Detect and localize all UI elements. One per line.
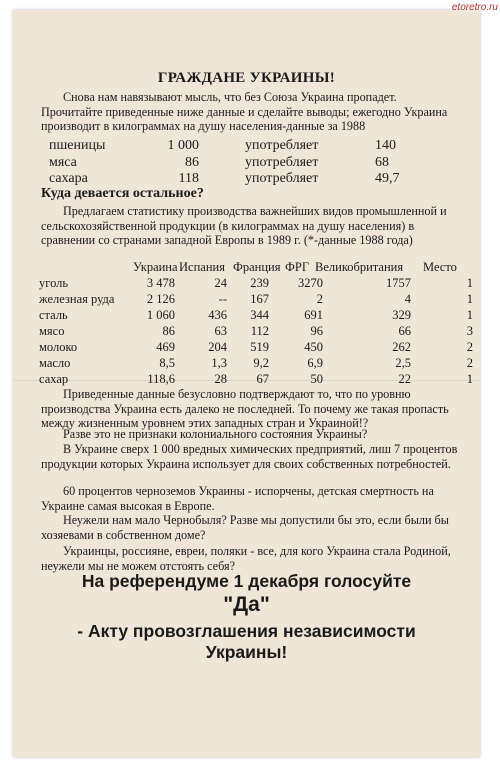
table-cell: 450 bbox=[304, 340, 323, 354]
table-cell: 2 bbox=[466, 356, 473, 370]
table-cell: 4 bbox=[404, 292, 411, 306]
consumption-consumed: 140 bbox=[375, 138, 396, 153]
table-cell: 329 bbox=[392, 308, 411, 322]
table-row bbox=[39, 291, 473, 307]
row-label: сахар bbox=[39, 372, 69, 386]
table-cell: -- bbox=[218, 292, 227, 306]
watermark-logo: etoretro.ru bbox=[451, 2, 498, 13]
appeal-paragraph: Украинцы, россияне, евреи, поляки - все, для кого Украина стала Родиной, неужели мы не можем отстоять себя? bbox=[41, 544, 451, 573]
table-cell: 118,6 bbox=[147, 372, 175, 386]
table-cell: 1 060 bbox=[146, 308, 175, 322]
consumption-item: пшеницы bbox=[49, 138, 106, 153]
table-cell: 66 bbox=[398, 324, 411, 338]
table-cell: 1,3 bbox=[211, 356, 227, 370]
table-cell: 3 bbox=[466, 324, 473, 338]
table-cell: 6,9 bbox=[307, 356, 323, 370]
table-row bbox=[39, 339, 473, 355]
table-cell: 2,5 bbox=[395, 356, 411, 370]
chernobyl-paragraph: Неужели нам мало Чернобыля? Разве мы допустили бы это, если были бы хозяевами в собственном доме? bbox=[41, 513, 449, 542]
page-title: ГРАЖДАНЕ УКРАИНЫ! bbox=[157, 70, 336, 86]
table-cell: 167 bbox=[250, 292, 269, 306]
table-cell: 1 bbox=[466, 308, 473, 322]
consumption-row bbox=[49, 155, 415, 172]
table-row bbox=[39, 355, 473, 371]
consumption-item: мяса bbox=[49, 154, 77, 170]
table-cell: 3 478 bbox=[146, 276, 175, 290]
table-cell: 8,5 bbox=[159, 356, 175, 370]
table-row bbox=[39, 371, 473, 387]
col-header: Место bbox=[423, 260, 457, 274]
table-cell: 344 bbox=[250, 308, 269, 322]
table-row bbox=[39, 323, 473, 339]
table-cell: 22 bbox=[398, 372, 411, 386]
table-cell: 2 bbox=[316, 292, 323, 306]
consumption-list bbox=[49, 138, 415, 188]
col-header: Франция bbox=[233, 260, 281, 274]
row-label: железная руда bbox=[39, 292, 115, 306]
table-cell: 469 bbox=[156, 340, 175, 354]
table-body bbox=[39, 275, 473, 387]
table-row bbox=[39, 307, 473, 323]
production-table bbox=[39, 259, 473, 387]
table-cell: 1 bbox=[466, 292, 473, 306]
table-cell: 1 bbox=[466, 372, 473, 386]
consumption-item: сахара bbox=[49, 171, 88, 186]
consumption-produced: 1 000 bbox=[167, 138, 199, 153]
row-label: сталь bbox=[39, 308, 68, 322]
row-label: молоко bbox=[39, 340, 78, 354]
consumption-produced: 86 bbox=[185, 154, 199, 170]
comparison-intro: Предлагаем статистику производства важнейших видов промышленной и сельскохозяйственной продукции (в килограммах на душу населения) в сравнении со странами западной Европы в 1989 г. (*-данные 1988 года) bbox=[41, 204, 447, 247]
row-label: уголь bbox=[39, 276, 69, 290]
consumption-row bbox=[49, 138, 415, 155]
table-cell: 204 bbox=[208, 340, 227, 354]
table-cell: 28 bbox=[214, 372, 227, 386]
table-cell: 1757 bbox=[386, 276, 411, 290]
conclusion-paragraph: Приведенные данные безусловно подтверждают то, что по уровню производства Украина есть далеко не последней. То почему же такая пропасть между жизненным уровнем этих западных стран и Украиной!? bbox=[41, 387, 449, 430]
vote-yes: "Да" bbox=[223, 593, 270, 616]
consumption-consumed: 49,7 bbox=[375, 171, 400, 186]
consumption-produced: 118 bbox=[178, 171, 199, 186]
row-label: мясо bbox=[39, 324, 65, 338]
table-row bbox=[39, 275, 473, 291]
col-header: Испания bbox=[179, 260, 225, 274]
row-label: масло bbox=[39, 356, 71, 370]
table-cell: 63 bbox=[214, 324, 227, 338]
leaflet-sheet bbox=[13, 10, 480, 757]
table-cell: 24 bbox=[214, 276, 227, 290]
col-header: Великобритания bbox=[315, 260, 404, 274]
chemical-paragraph: В Украине сверх 1 000 вредных химических предприятий, лиш 7 процентов продукции которых Украина использует для своих собственных потребностей. bbox=[41, 442, 458, 471]
table-cell: 86 bbox=[162, 324, 175, 338]
table-cell: 519 bbox=[250, 340, 269, 354]
referendum-call: На референдуме 1 декабря голосуйте bbox=[81, 571, 412, 591]
section-heading: Куда девается остальное? bbox=[41, 186, 204, 201]
table-cell: 2 126 bbox=[146, 292, 175, 306]
question-paragraph: Разве это не признаки колониального состояния Украины? bbox=[63, 427, 368, 441]
table-header bbox=[39, 259, 473, 275]
consumption-consumed: 68 bbox=[375, 154, 389, 170]
soil-paragraph: 60 процентов черноземов Украины - испорчены, детская смертность на Украине самая высокая в Европе. bbox=[41, 484, 434, 513]
table-cell: 3270 bbox=[298, 276, 323, 290]
table-cell: 112 bbox=[250, 324, 269, 338]
col-header: ФРГ bbox=[285, 260, 310, 274]
col-header: Украина bbox=[133, 260, 178, 274]
table-cell: 1 bbox=[466, 276, 473, 290]
table-cell: 691 bbox=[304, 308, 323, 322]
consumption-verb: употребляет bbox=[245, 154, 319, 170]
table-cell: 50 bbox=[310, 372, 323, 386]
table-cell: 239 bbox=[250, 276, 269, 290]
consumption-verb: употребляет bbox=[245, 138, 319, 153]
intro-paragraph: Снова нам навязывают мысль, что без Союза Украина пропадет. Прочитайте приведенные ниже данные и сделайте выводы; ежегодно Украина производит в килограммах на душу населения-данные за 1988 bbox=[41, 90, 448, 133]
table-cell: 2 bbox=[466, 340, 473, 354]
table-cell: 436 bbox=[208, 308, 227, 322]
independence-act-country: Украины! bbox=[205, 642, 288, 662]
table-cell: 67 bbox=[256, 372, 269, 386]
independence-act: - Акту провозглашения независимости bbox=[77, 621, 416, 641]
consumption-verb: употребляет bbox=[245, 171, 319, 186]
table-cell: 9,2 bbox=[253, 356, 269, 370]
table-cell: 96 bbox=[310, 324, 323, 338]
table-cell: 262 bbox=[392, 340, 411, 354]
